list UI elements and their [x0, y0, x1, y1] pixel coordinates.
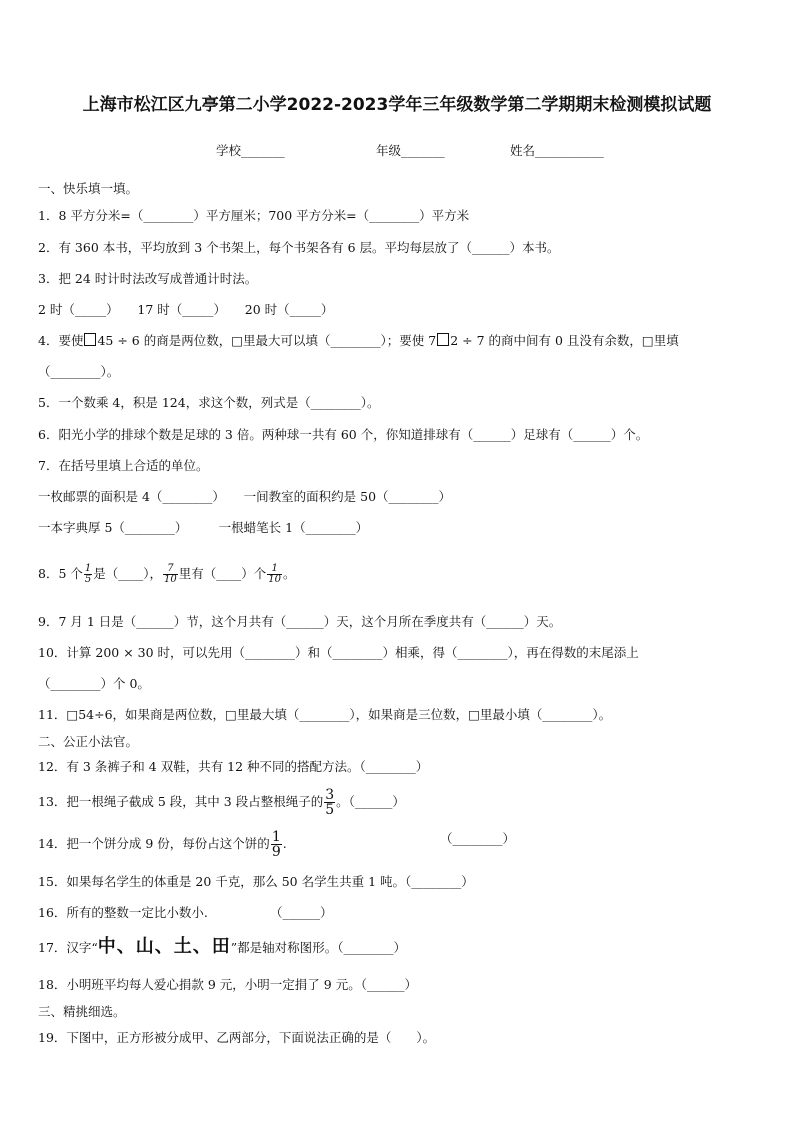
- question-14: [38, 830, 754, 859]
- fraction: [271, 830, 282, 859]
- name-field[interactable]: 姓名___________: [510, 143, 604, 158]
- question-4-part-2: 45 ÷ 6 的商是两位数，□里最大可以填（________）；要使 7: [97, 333, 437, 348]
- fraction: [84, 564, 92, 585]
- question-4-continued: （________）。: [38, 364, 120, 379]
- question-3-answers: 2 时（_____） 17 时（_____） 20 时（_____）: [38, 302, 334, 317]
- grade-field[interactable]: 年级_______: [376, 143, 445, 158]
- question-12: 12．有 3 条裤子和 4 双鞋，共有 12 种不同的搭配方法。（________）: [38, 759, 429, 774]
- question-16: [38, 904, 754, 922]
- fraction: [267, 564, 282, 585]
- fraction: [163, 564, 178, 585]
- question-14-part-2: .: [282, 836, 287, 851]
- fraction: [324, 788, 335, 817]
- question-9: 9．7 月 1 日是（______）节，这个月共有（______）天，这个月所在季度共有（______）天。: [38, 614, 562, 629]
- section-heading-1: 一、快乐填一填。: [38, 181, 139, 196]
- symmetric-characters: 中、山、土、田: [97, 936, 231, 957]
- question-18: 18．小明班平均每人爱心捐款 9 元，小明一定捐了 9 元。（______）: [38, 977, 417, 992]
- fraction-numerator: 3: [325, 787, 335, 803]
- question-19: 19．下图中，正方形被分成甲、乙两部分，下面说法正确的是（ ）。: [38, 1030, 436, 1045]
- fraction-numerator: 1: [271, 829, 281, 845]
- section-heading-2: 二、公正小法官。: [38, 734, 139, 749]
- question-14-part-1: 14．把一个饼分成 9 份，每份占这个饼的: [38, 836, 270, 851]
- fraction-numerator: 1: [271, 563, 278, 574]
- school-field[interactable]: 学校_______: [216, 143, 285, 158]
- question-8-part-3: 里有（____）个: [178, 566, 267, 581]
- question-7-row-2: 一本字典厚 5（________） 一根蜡笔长 1（________）: [38, 520, 369, 535]
- question-11: 11．□54÷6，如果商是两位数，□里最大填（________），如果商是三位数，□里最小填（________）。: [38, 707, 612, 722]
- fraction-denominator: 5: [84, 574, 92, 585]
- question-17-part-1: 17．汉字“: [38, 940, 98, 955]
- question-13-part-1: 13．把一根绳子截成 5 段，其中 3 段占整根绳子的: [38, 794, 324, 809]
- fraction-numerator: 1: [84, 563, 92, 574]
- question-8-part-1: 8．5 个: [38, 566, 83, 581]
- blank-box: [437, 333, 449, 346]
- question-16-answer: （______）: [270, 905, 333, 920]
- question-6: 6．阳光小学的排球个数是足球的 3 倍。两种球一共有 60 个，你知道排球有（______）足球有（______）个。: [38, 427, 649, 442]
- question-10-continued: （________）个 0。: [38, 676, 150, 691]
- question-8-part-2: 是（____），: [93, 566, 163, 581]
- question-2: 2．有 360 本书，平均放到 3 个书架上，每个书架各有 6 层。平均每层放了（______）本书。: [38, 240, 560, 255]
- fraction-numerator: 7: [167, 563, 174, 574]
- page-title: 上海市松江区九亭第二小学2022-2023学年三年级数学第二学期期末检测模拟试题: [82, 95, 712, 115]
- question-13-part-2: 。（______）: [336, 794, 405, 809]
- question-4: [38, 332, 754, 350]
- section-heading-3: 三、精挑细选。: [38, 1004, 126, 1019]
- question-16-text: 16．所有的整数一定比小数小.: [38, 905, 208, 920]
- fraction-denominator: 10: [268, 574, 282, 585]
- question-10: 10．计算 200 × 30 时，可以先用（________）和（________）相乘，得（________），再在得数的末尾添上: [38, 645, 639, 660]
- question-8-part-4: 。: [283, 566, 296, 581]
- question-8: [38, 564, 754, 585]
- blank-box: [84, 333, 96, 346]
- question-17-part-2: ”都是轴对称图形。（________）: [230, 940, 406, 955]
- question-3: 3．把 24 时计时法改写成普通计时法。: [38, 271, 258, 286]
- question-14-answer: （________）: [440, 831, 516, 846]
- question-7-row-1: 一枚邮票的面积是 4（________） 一间教室的面积约是 50（________）: [38, 489, 452, 504]
- fraction-denominator: 10: [164, 574, 177, 585]
- fraction-denominator: 9: [271, 844, 281, 860]
- fraction-denominator: 5: [325, 802, 335, 818]
- question-17: [38, 938, 754, 957]
- question-15: 15．如果每名学生的体重是 20 千克，那么 50 名学生共重 1 吨。（________）: [38, 874, 474, 889]
- question-5: 5．一个数乘 4，积是 124，求这个数，列式是（________）。: [38, 395, 380, 410]
- question-4-part-3: 2 ÷ 7 的商中间有 0 且没有余数，□里填: [450, 333, 679, 348]
- question-1: 1．8 平方分米=（________）平方厘米；700 平方分米=（________）平方米: [38, 208, 470, 223]
- question-4-part-1: 4．要使: [38, 333, 84, 348]
- question-13: [38, 788, 754, 817]
- question-7: 7．在括号里填上合适的单位。: [38, 458, 209, 473]
